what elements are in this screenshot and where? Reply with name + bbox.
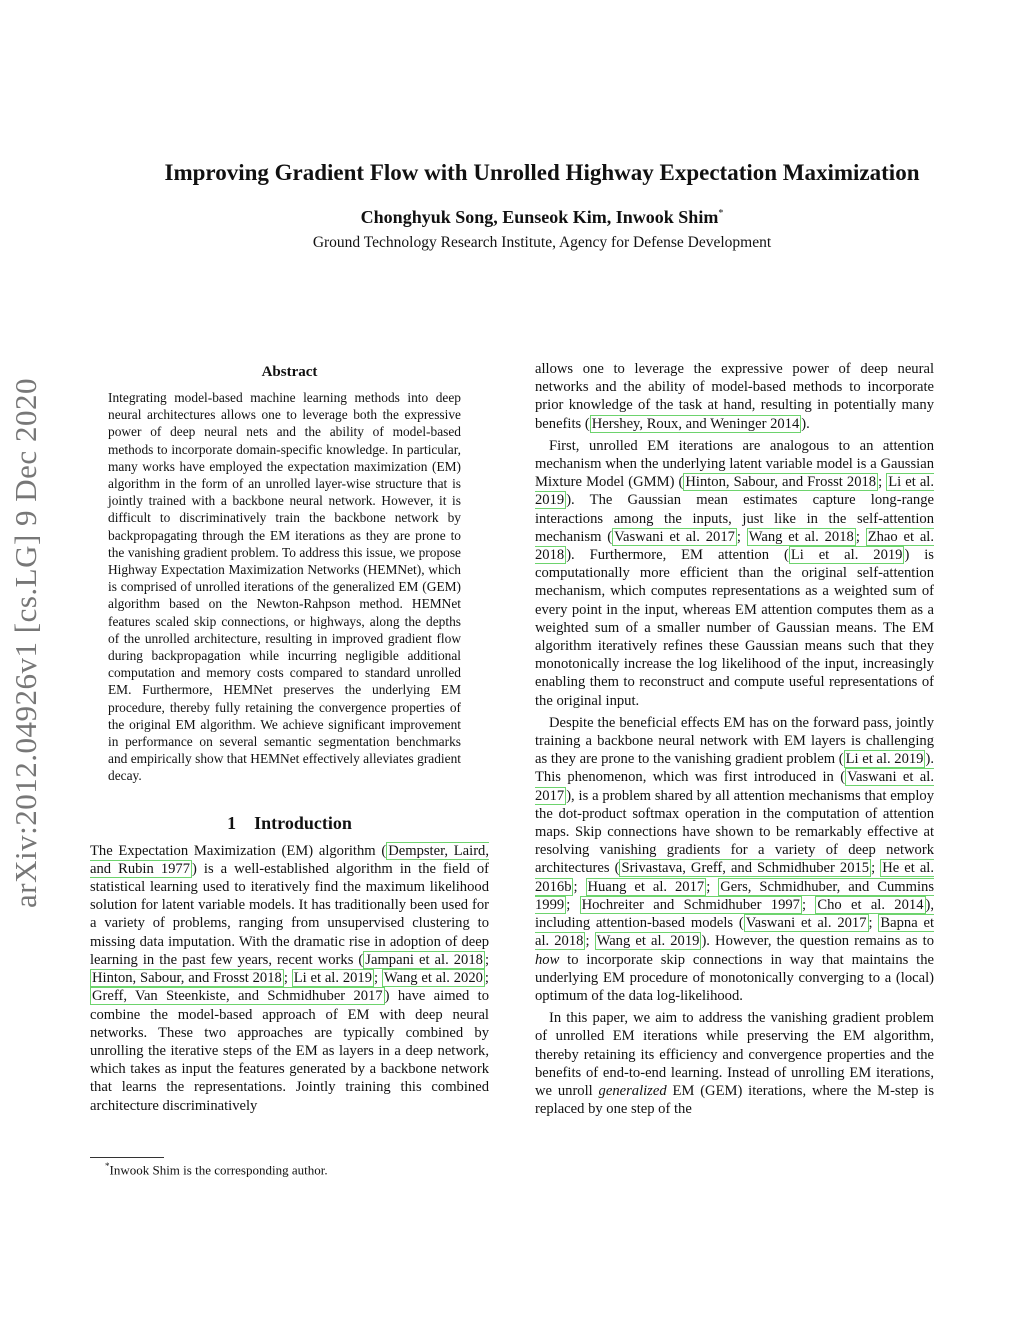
citation-link[interactable]: Srivastava, Greff, and Schmidhuber 2015 (621, 860, 870, 877)
citation-link[interactable]: Zhao et al. 2018 (535, 528, 935, 564)
paragraph-text: ), including attention-based models ( (535, 896, 935, 932)
citation-link[interactable]: Bapna et al. 2018 (535, 915, 935, 950)
citation-link[interactable]: Wang et al. 2020 (383, 970, 483, 987)
citation-link[interactable]: Vaswani et al. 2017 (614, 528, 735, 545)
citation-link[interactable]: Hershey, Roux, and Weninger 2014 (591, 415, 800, 432)
citation-separator: ; (374, 970, 382, 987)
paragraph-text: In this paper, we aim to address the vanishing gradient problem of unrolled EM iterations while preserving the EM algorithm, thereby retaining its efficiency and convergence properties and the benefits of end-to-end learning. Instead of unrolling EM iterations, we unroll (535, 1010, 934, 1099)
footnote (105, 1161, 328, 1178)
section-title: Introduction (254, 812, 352, 833)
citation-separator: ; (585, 933, 595, 950)
footnote-mark: * (105, 1161, 110, 1171)
paragraph-text: Despite the beneficial effects EM has on the forward pass, jointly training a backbone neural network with EM layers is challenging as they are prone to the vanishing gradient problem ( (535, 714, 934, 768)
citation-link[interactable]: Huang et al. 2017 (587, 878, 705, 895)
affiliation: Ground Technology Research Institute, Agency for Defense Development (312, 234, 772, 251)
intro-paragraph-1-continued (535, 360, 934, 433)
paper-title: Improving Gradient Flow with Unrolled Highway Expectation Maximization (164, 160, 920, 185)
paragraph-text: EM (GEM) iterations, where the M-step is replaced by one step of the (535, 1082, 934, 1118)
author-list (60, 207, 1024, 228)
paragraph-text: ). The Gaussian mean estimates capture long-range interactions among the inputs, just like in the self-attention mechanism ( (535, 492, 934, 545)
section-number: 1 (227, 812, 237, 833)
citation-link[interactable]: Dempster, Laird, and Rubin 1977 (90, 842, 489, 877)
arxiv-sidebar (4, 356, 48, 930)
abstract-heading: Abstract (261, 364, 318, 380)
citation-link[interactable]: He et al. 2016b (535, 860, 935, 895)
citation-link[interactable]: Li et al. 2019 (790, 547, 903, 564)
intro-paragraph-3 (535, 714, 934, 1005)
paragraph-text: ) is computationally more efficient than the original self-attention mechanism, which computes representations as a weighted sum of every point in the input, whereas EM attention computes them as a weighted sum of a smaller number of Gaussian means. The EM algorithm iteratively refines these Gaussian means such that they monotonically increase the log likelihood of the input, increasingly enabling them to reconstruct and compute useful representations of the original input. (535, 547, 934, 709)
paragraph-text: ). (801, 415, 810, 432)
emphasized-text: how (535, 951, 560, 968)
footnote-text: Inwook Shim is the corresponding author. (109, 1162, 328, 1178)
paragraph-text: ) is a well-established algorithm in the field of statistical learning used to iteratively find the maximum likelihood solution for latent variable models. It has traditionally been used for a variety of problems, ranging from unsupervised clustering to missing data imputation. With the dramatic rise in adoption of deep learning in the past few years, recent works ( (90, 860, 489, 968)
intro-paragraph-2 (535, 437, 934, 710)
paragraph-text: The Expectation Maximization (EM) algorithm ( (90, 842, 387, 859)
corresponding-author-mark: * (718, 208, 724, 219)
paragraph-text: ). However, the question remains as to (701, 933, 934, 950)
paragraph-text: allows one to leverage the expressive power of deep neural networks and the ability of model-based methods to incorporate prior knowledge of the task at hand, resulting in potentially many benefits ( (535, 361, 934, 432)
citation-separator: ; (855, 528, 866, 545)
intro-paragraph-1 (90, 842, 489, 1115)
citation-separator: ; (573, 878, 586, 895)
citation-link[interactable]: Gers, Schmidhuber, and Cummins 1999 (535, 878, 934, 913)
citation-separator: ; (801, 896, 816, 913)
citation-separator: ; (736, 528, 747, 545)
citation-link[interactable]: Li et al. 2019 (845, 751, 924, 768)
citation-separator: ; (283, 970, 292, 987)
paragraph-text: First, unrolled EM iterations are analogous to an attention mechanism when the underlying latent variable model is a Gaussian Mixture Model (GMM) ( (535, 437, 934, 491)
citation-separator: ; (878, 474, 887, 491)
left-column (90, 360, 489, 1115)
arxiv-identifier: arXiv:2012.04926v1 [cs.LG] 9 Dec 2020 (8, 378, 43, 908)
citation-link[interactable]: Li et al. 2019 (293, 970, 373, 987)
author-names: Chonghyuk Song, Eunseok Kim, Inwook Shim (360, 207, 719, 227)
citation-separator: ; (484, 970, 489, 987)
citation-separator: ; (706, 878, 719, 895)
citation-separator: ; (871, 860, 881, 877)
paragraph-text: to incorporate skip connections in way that maintains the underlying EM procedure of monotonically converging to a (local) optimum of the data log-likelihood. (535, 951, 934, 1004)
section-heading-introduction (90, 813, 489, 834)
citation-separator: ; (566, 896, 580, 913)
paragraph-text: ). This phenomenon, which was first introduced in ( (535, 751, 934, 786)
citation-separator: ; (868, 915, 879, 932)
paragraph-text: ). Furthermore, EM attention ( (566, 547, 789, 564)
intro-paragraph-4 (535, 1009, 934, 1118)
citation-link[interactable]: Greff, Van Steenkiste, and Schmidhuber 2017 (92, 988, 383, 1005)
citation-link[interactable]: Hinton, Sabour, and Frosst 2018 (685, 474, 877, 491)
citation-link[interactable]: Cho et al. 2014 (817, 896, 924, 913)
citation-link[interactable]: Li et al. 2019 (535, 474, 935, 509)
citation-separator: ; (484, 951, 490, 968)
citation-link[interactable]: Hochreiter and Schmidhuber 1997 (581, 896, 800, 913)
right-column (535, 360, 934, 1118)
emphasized-text: generalized (598, 1082, 667, 1099)
citation-link[interactable]: Vaswani et al. 2017 (745, 915, 867, 932)
citation-link[interactable]: Jampani et al. 2018 (365, 951, 483, 968)
citation-link[interactable]: Vaswani et al. 2017 (535, 769, 934, 804)
citation-link[interactable]: Wang et al. 2019 (596, 933, 700, 950)
paragraph-text: ), is a problem shared by all attention mechanisms that employ the dot-product softmax operation in the computation of attention maps. Skip connections have shown to be remarkably effective at resolving vanishing gradients for a variety of deep network architectures ( (535, 787, 934, 877)
abstract-text: Integrating model-based machine learning methods into deep neural architectures allows one to leverage both the expressive power of deep neural nets and the ability of model-based methods to incorporate domain-specific knowledge. In particular, many works have employed the expectation maximization (EM) algorithm in the form of an unrolled layer-wise structure that is jointly trained with a backbone neural network. However, it is difficult to discriminatively train the backbone network by backpropagating through the EM iterations as they are prone to the vanishing gradient problem. To address this issue, we propose Highway Expectation Maximization Networks (HEMNet), which is comprised of unrolled iterations of the generalized EM (GEM) algorithm based on the Newton-Rahpson method. HEMNet features scaled skip connections, or highways, along the depths of the unrolled architecture, resulting in improved gradient flow during backpropagation while incurring negligible additional computation and memory costs compared to standard unrolled EM. Furthermore, HEMNet preserves the underlying EM procedure, thereby fully retaining the convergence properties of the original EM algorithm. We achieve significant improvement in performance on several semantic segmentation benchmarks and empirically show that HEMNet effectively alleviates gradient decay. (108, 390, 461, 784)
citation-link[interactable]: Wang et al. 2018 (748, 528, 854, 545)
citation-link[interactable]: Hinton, Sabour, and Frosst 2018 (92, 970, 282, 987)
footnote-rule (90, 1157, 164, 1158)
paragraph-text: ) have aimed to combine the model-based approach of EM with deep neural networks. These two approaches are typically combined by unrolling the iterative steps of the EM as layers in a deep network, which takes as input the features generated by a backbone network that learns the representations. Jointly training this combined architecture discriminatively (90, 988, 489, 1114)
